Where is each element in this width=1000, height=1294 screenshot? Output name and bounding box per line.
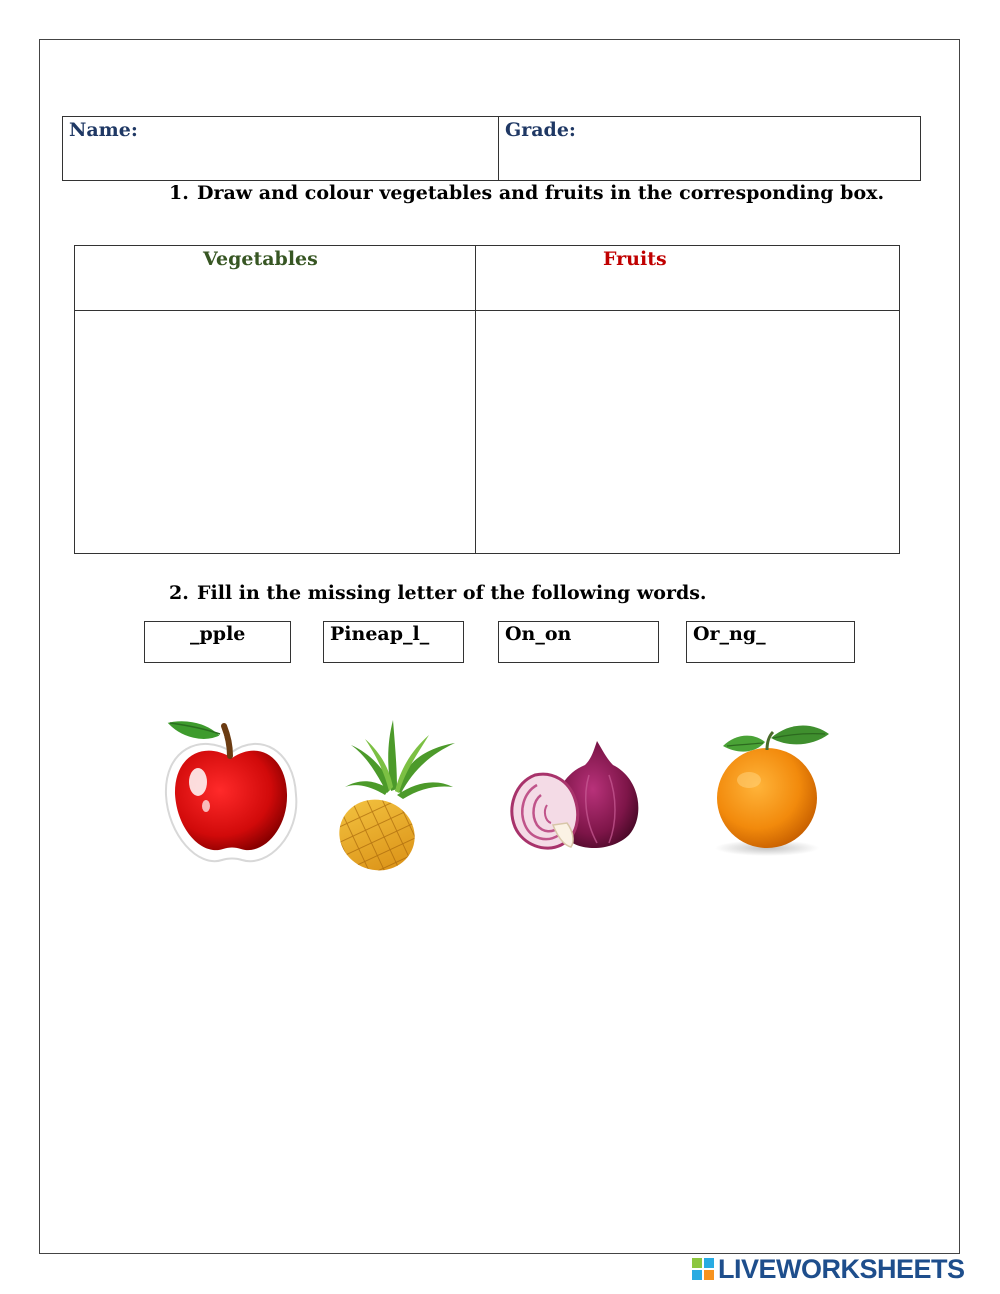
- question-2-text: Fill in the missing letter of the following words.: [197, 582, 707, 604]
- sort-table: [74, 245, 900, 554]
- word-box-orange[interactable]: [686, 621, 855, 663]
- word-box-apple[interactable]: [144, 621, 291, 663]
- fruits-heading: Fruits: [603, 248, 667, 270]
- name-label: Name:: [69, 119, 138, 141]
- liveworksheets-brand: LIVEWORKSHEETS: [718, 1253, 965, 1284]
- word-box-pineapple[interactable]: [323, 621, 464, 663]
- orange-icon: [705, 720, 835, 860]
- pineapple-icon: [325, 715, 460, 875]
- word-onion: On_on: [505, 623, 572, 645]
- word-pineapple: Pineap_l_: [330, 623, 430, 645]
- word-apple: _pple: [190, 623, 246, 645]
- vegetables-heading: Vegetables: [203, 248, 318, 270]
- question-2-number: 2.: [169, 582, 189, 604]
- question-1-text: Draw and colour vegetables and fruits in the corresponding box.: [197, 182, 885, 204]
- question-1-number: 1.: [169, 182, 189, 204]
- vegetables-drawing-area[interactable]: [75, 311, 475, 553]
- question-2: [169, 582, 707, 604]
- fruits-drawing-area[interactable]: [476, 311, 899, 553]
- apple-icon: [160, 710, 305, 870]
- name-field[interactable]: [63, 117, 499, 180]
- word-box-onion[interactable]: [498, 621, 659, 663]
- word-orange: Or_ng_: [693, 623, 766, 645]
- grade-label: Grade:: [505, 119, 576, 141]
- grade-field[interactable]: [499, 117, 920, 180]
- name-grade-table: [62, 116, 921, 181]
- liveworksheets-logo: [692, 1255, 965, 1283]
- liveworksheets-logo-icon: [692, 1258, 714, 1280]
- onion-icon: [505, 735, 650, 855]
- question-1: [169, 182, 884, 204]
